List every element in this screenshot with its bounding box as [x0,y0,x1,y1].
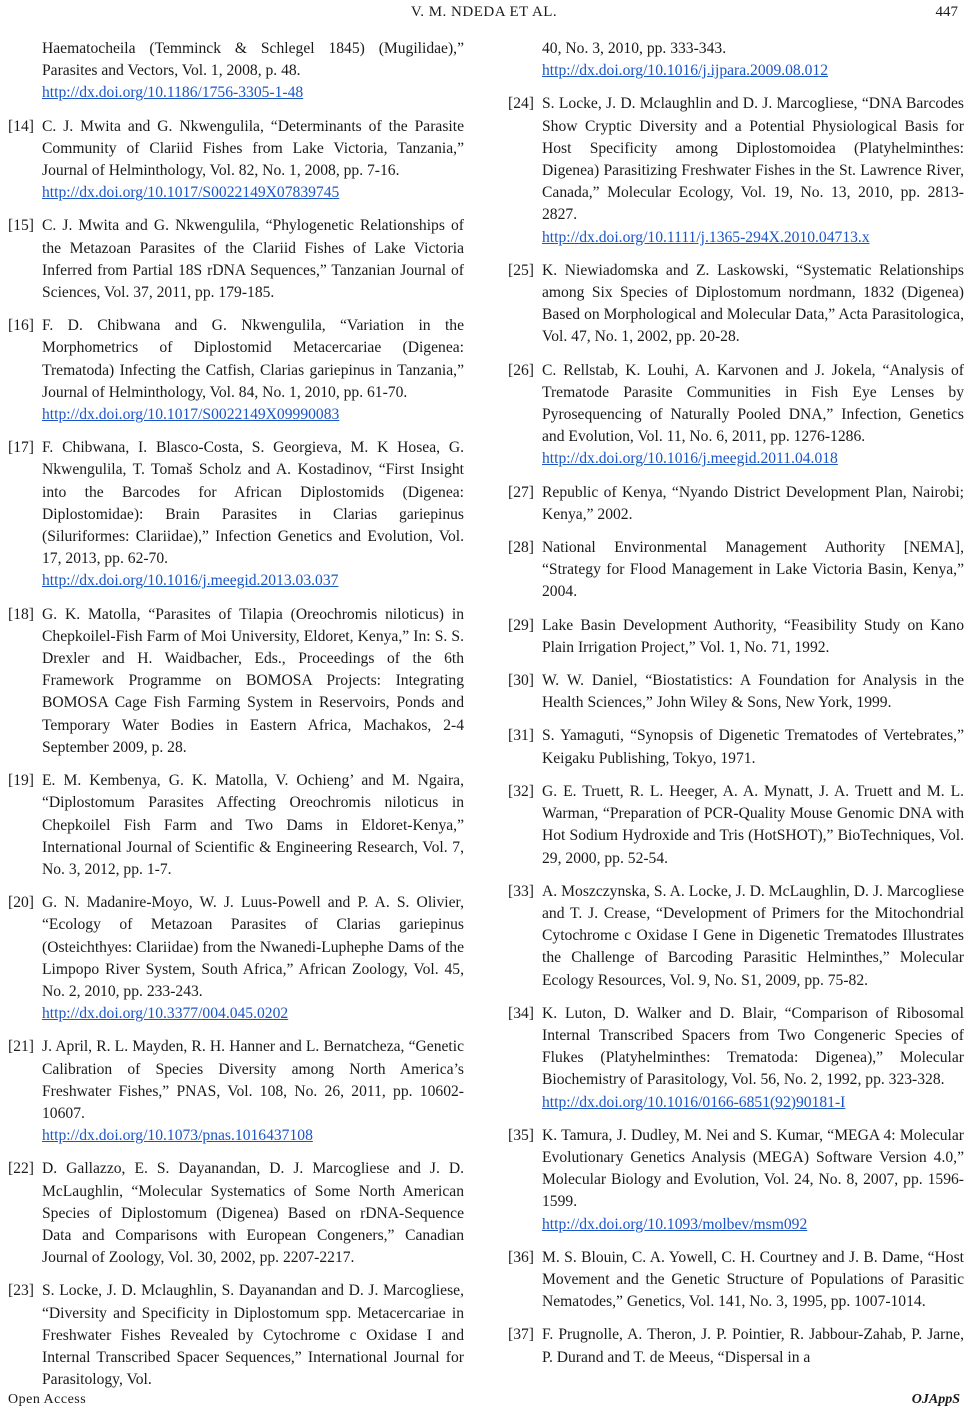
reference-doi-link[interactable]: http://dx.doi.org/10.1016/j.meegid.2011.04.018 [542,450,838,468]
reference-text: F. Chibwana, I. Blasco-Costa, S. Georgieva, M. K Hosea, G. Nkwengulila, T. Tomaš Scholz and A. Kostadinov, “First Insight into the Barcodes for African Diplostomids (Digenea: Diplostomidae): Brain Parasites in Clarias gariepinus (Siluriformes: Clariidae),” Infection Genetics and Evolution, Vol. 17, 2013, pp. 62-70. [42,439,464,568]
references-right-column [508,38,964,1380]
reference-number: [21] [8,1038,34,1056]
reference-doi-link[interactable]: http://dx.doi.org/10.1186/1756-3305-1-48 [42,84,304,102]
reference-entry [508,482,964,526]
reference-entry [508,725,964,769]
reference-text: J. April, R. L. Mayden, R. H. Hanner and L. Bernatcheza, “Genetic Calibration of Species Diversity among North America’s Freshwater Fishes,” PNAS, Vol. 108, No. 26, 2011, pp. 10602-10607. [42,1038,464,1122]
running-header-authors: V. M. NDEDA ET AL. [410,4,558,20]
reference-entry [508,615,964,659]
reference-number: [23] [8,1282,34,1300]
reference-number: [30] [508,672,534,690]
reference-text: D. Gallazzo, E. S. Dayanandan, D. J. Marcogliese and J. D. McLaughlin, “Molecular Systematics of Some North American Species of Diplostomum (Digenea) Based on rDNA-Sequence Data and Comparisons with European Congeners,” Canadian Journal of Zoology, Vol. 30, 2002, pp. 2207-2217. [42,1160,464,1267]
reference-number: [16] [8,317,34,335]
reference-entry [508,1247,964,1314]
reference-doi-link[interactable]: http://dx.doi.org/10.1016/j.ijpara.2009.08.012 [542,62,829,80]
reference-entry [508,781,964,870]
reference-entry [508,38,964,82]
reference-text: E. M. Kembenya, G. K. Matolla, V. Ochieng’ and M. Ngaira, “Diplostomum Parasites Affecting Oreochromis niloticus in Chepkoilel Fish Farm and Two Dams in Eldoret-Kenya,” International Journal of Scientific & Engineering Research, Vol. 7, No. 3, 2012, pp. 1-7. [42,772,464,878]
reference-entry [8,770,464,881]
reference-doi-link[interactable]: http://dx.doi.org/10.1016/j.meegid.2013.03.037 [42,572,339,590]
reference-text: S. Locke, J. D. Mclaughlin, S. Dayanandan and D. J. Marcogliese, “Diversity and Specificity in Diplostomum spp. Metacercariae in Freshwater Fishes Revealed by Cytochrome c Oxidase I and Internal Transcribed Spacer Sequences,” International Journal for Parasitology, Vol. [42,1282,464,1389]
reference-text: C. J. Mwita and G. Nkwengulila, “Phylogenetic Relationships of the Metazoan Parasites of the Clariid Fishes of Lake Victoria Inferred from Partial 18S rDNA Sequences,” Tanzanian Journal of Sciences, Vol. 37, 2011, pp. 179-185. [42,217,464,302]
references-left-column [8,38,464,1402]
reference-entry [8,1280,464,1391]
reference-number: [24] [508,95,534,113]
reference-doi-link[interactable]: http://dx.doi.org/10.1111/j.1365-294X.2010.04713.x [542,228,870,246]
reference-entry [8,38,464,105]
reference-number: [29] [508,616,534,634]
reference-text: F. D. Chibwana and G. Nkwengulila, “Variation in the Morphometrics of Diplostomid Metacercariae (Digenea: Trematoda) Infecting the Catfish, Clarias gariepinus in Tanzania,” Journal of Helminthology, Vol. 84, No. 1, 2010, pp. 61-70. [42,317,464,401]
reference-text: Lake Basin Development Authority, “Feasibility Study on Kano Plain Irrigation Project,” Vol. 1, No. 71, 1992. [542,616,964,656]
page-footer [0,1390,968,1414]
reference-doi-link[interactable]: http://dx.doi.org/10.1017/S0022149X09990083 [42,406,340,424]
reference-doi-link[interactable]: http://dx.doi.org/10.1017/S0022149X07839745 [42,184,340,202]
reference-text: Republic of Kenya, “Nyando District Development Plan, Nairobi; Kenya,” 2002. [542,483,964,523]
reference-doi-link[interactable]: http://dx.doi.org/10.1016/0166-6851(92)90181-I [542,1093,846,1111]
reference-entry [8,1036,464,1147]
reference-number: [32] [508,782,534,800]
reference-text: S. Locke, J. D. Mclaughlin and D. J. Marcogliese, “DNA Barcodes Show Cryptic Diversity and a Potential Physiological Basis for Host Specificity among Diplostomoidea (Platyhelminthes: Digenea) Parasitizing Freshwater Fishes in the St. Lawrence River, Canada,” Molecular Ecology, Vol. 19, No. 13, 2010, pp. 2813-2827. [542,95,964,224]
reference-number: [31] [508,727,534,745]
reference-entry [8,315,464,426]
reference-entry [508,93,964,248]
reference-text: F. Prugnolle, A. Theron, J. P. Pointier, R. Jabbour-Zahab, P. Jarne, P. Durand and T. de Meeus, “Dispersal in a [542,1326,964,1366]
reference-number: [15] [8,217,34,235]
reference-entry [8,116,464,205]
reference-text: G. K. Matolla, “Parasites of Tilapia (Oreochromis niloticus) in Chepkoilel-Fish Farm of Moi University, Eldoret, Kenya,” In: S. S. Drexler and H. Waidbacher, Eds., Proceedings of the 6th Framework Programme on BOMOSA Projects: Integrating BOMOSA Cage Fish Farming System in Reservoirs, Ponds and Temporary Water Bodies in Eastern Africa, Machakos, 2-4 September 2009, p. 28. [42,605,464,756]
reference-entry [8,215,464,304]
reference-text: G. N. Madanire-Moyo, W. J. Luus-Powell and P. A. S. Olivier, “Ecology of Metazoan Parasites of Clarias gariepinus (Osteichthyes: Clariidae) from the Nwanedi-Luphephe Dams of the Limpopo River System, South Africa,” African Zoology, Vol. 45, No. 2, 2010, pp. 233-243. [42,894,464,1000]
running-header [0,0,968,30]
reference-entry [8,437,464,592]
reference-number: [34] [508,1004,534,1022]
reference-entry [8,892,464,1025]
reference-text: W. W. Daniel, “Biostatistics: A Foundation for Analysis in the Health Sciences,” John Wiley & Sons, New York, 1999. [542,672,964,712]
reference-entry [508,670,964,714]
reference-text: 40, No. 3, 2010, pp. 333-343. [542,40,727,57]
reference-entry [508,360,964,471]
reference-number: [22] [8,1160,34,1178]
reference-text: C. Rellstab, K. Louhi, A. Karvonen and J. Jokela, “Analysis of Trematode Parasite Communities in Fish Eye Lenses by Pyrosequencing of Naturally Pooled DNA,” Infection, Genetics and Evolution, Vol. 11, No. 6, 2011, pp. 1276-1286. [542,361,964,446]
reference-number: [26] [508,361,534,379]
reference-text: C. J. Mwita and G. Nkwengulila, “Determinants of the Parasite Community of Clariid Fishes from Lake Victoria, Tanzania,” Journal of Helminthology, Vol. 82, No. 1, 2008, pp. 7-16. [42,117,464,180]
reference-number: [14] [8,117,34,135]
reference-entry [8,1158,464,1269]
reference-number: [28] [508,539,534,557]
reference-text: G. E. Truett, R. L. Heeger, A. A. Mynatt, J. A. Truett and M. L. Warman, “Preparation of PCR-Quality Mouse Genomic DNA with Hot Sodium Hydroxide and Tris (HotSHOT),” BioTechniques, Vol. 29, 2000, pp. 52-54. [542,782,964,867]
reference-text: K. Luton, D. Walker and D. Blair, “Comparison of Ribosomal Internal Transcribed Spacers from Two Congeneric Species of Flukes (Platyhelminthes: Trematoda: Digenea),” Molecular Biochemistry of Parasitology, Vol. 56, No. 2, 1992, pp. 323-328. [542,1004,964,1089]
reference-doi-link[interactable]: http://dx.doi.org/10.1073/pnas.1016437108 [42,1127,313,1145]
reference-text: M. S. Blouin, C. A. Yowell, C. H. Courtney and J. B. Dame, “Host Movement and the Genetic Structure of Populations of Parasitic Nematodes,” Genetics, Vol. 141, No. 3, 1995, pp. 1007-1014. [542,1248,964,1311]
reference-doi-link[interactable]: http://dx.doi.org/10.3377/004.045.0202 [42,1005,289,1023]
reference-text: K. Tamura, J. Dudley, M. Nei and S. Kumar, “MEGA 4: Molecular Evolutionary Genetics Analysis (MEGA) Software Version 4.0,” Molecular Biology and Evolution, Vol. 24, No. 8, 2007, pp. 1596-1599. [542,1126,964,1211]
reference-number: [27] [508,483,534,501]
reference-text: S. Yamaguti, “Synopsis of Digenetic Trematodes of Vertebrates,” Keigaku Publishing, Tokyo, 1971. [542,727,964,767]
footer-journal-name: OJAppS [911,1392,960,1407]
reference-entry [508,1003,964,1114]
reference-number: [25] [508,261,534,279]
reference-doi-link[interactable]: http://dx.doi.org/10.1093/molbev/msm092 [542,1215,808,1233]
page-number: 447 [935,4,958,20]
reference-text: K. Niewiadomska and Z. Laskowski, “Systematic Relationships among Six Species of Diplostomum nordmann, 1832 (Digenea) Based on Morphological and Molecular Data,” Acta Parasitologica, Vol. 47, No. 1, 2002, pp. 20-28. [542,261,964,346]
reference-entry [508,260,964,349]
reference-entry [8,604,464,759]
reference-number: [33] [508,882,534,900]
reference-text: A. Moszczynska, S. A. Locke, J. D. McLaughlin, D. J. Marcogliese and T. J. Crease, “Development of Primers for the Mitochondrial Cytochrome c Oxidase I Gene in Digenetic Trematodes Illustrates the Challenge of Barcoding Parasitic Helminthes,” Molecular Ecology Resources, Vol. 9, No. S1, 2009, pp. 75-82. [542,882,964,989]
reference-entry [508,537,964,604]
reference-number: [19] [8,772,34,790]
reference-number: [17] [8,439,34,457]
reference-entry [508,1324,964,1368]
reference-number: [36] [508,1248,534,1266]
reference-number: [35] [508,1126,534,1144]
reference-text: Haematocheila (Temminck & Schlegel 1845) (Mugilidae),” Parasites and Vectors, Vol. 1, 2008, p. 48. [42,40,464,80]
reference-entry [508,881,964,992]
reference-number: [18] [8,605,34,623]
reference-entry [508,1125,964,1236]
footer-access-label: Open Access [8,1392,87,1407]
reference-number: [37] [508,1326,534,1344]
reference-text: National Environmental Management Authority [NEMA], “Strategy for Flood Management in Lake Victoria Basin, Kenya,” 2004. [542,539,964,601]
reference-number: [20] [8,894,34,912]
